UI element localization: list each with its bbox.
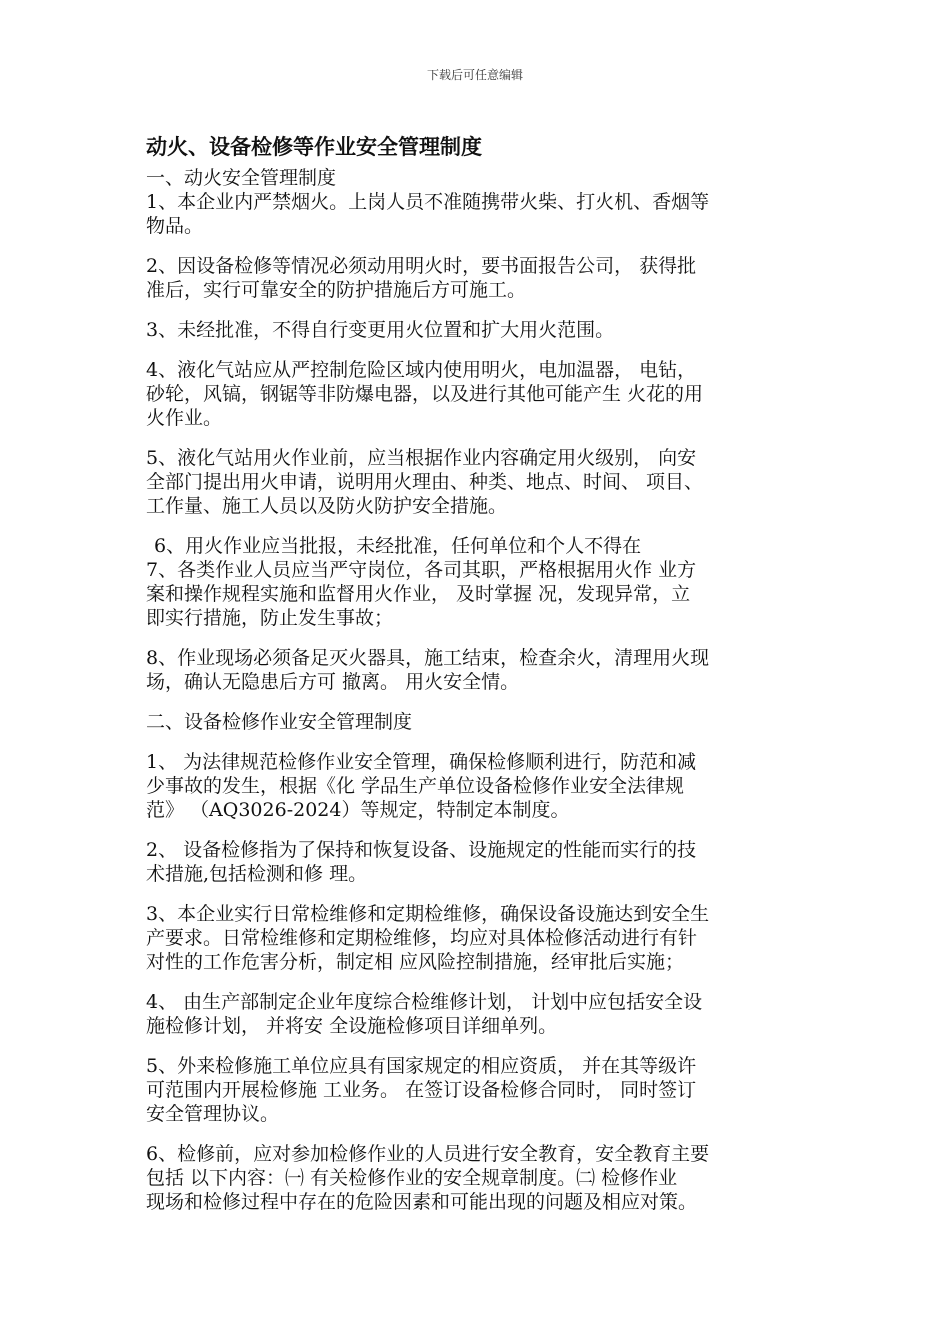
text-line: 1、 为法律规范检修作业安全管理，确保检修顺利进行，防范和减 xyxy=(146,751,697,773)
text-line: 3、本企业实行日常检维修和定期检维修，确保设备设施达到安全生 xyxy=(146,903,710,925)
text-line: 产要求。日常检维修和定期检维修，均应对具体检修活动进行有针 xyxy=(146,927,698,949)
text-line: 4、 由生产部制定企业年度综合检维修计划， 计划中应包括安全设 xyxy=(146,991,703,1013)
paragraph xyxy=(146,990,808,1038)
text-line: 现场和检修过程中存在的危险因素和可能出现的问题及相应对策。 xyxy=(146,1191,698,1213)
text-line: 3、未经批准，不得自行变更用火位置和扩大用火范围。 xyxy=(146,319,615,341)
text-line: 6、用火作业应当批报，未经批准，任何单位和个人不得在 xyxy=(154,535,642,557)
paragraph xyxy=(146,534,808,558)
text-line: 可范围内开展检修施 工业务。 在签订设备检修合同时， 同时签订 xyxy=(146,1079,697,1101)
text-line: 火作业。 xyxy=(146,407,223,429)
paragraph xyxy=(146,558,808,630)
paragraph xyxy=(146,1142,808,1214)
text-line: 安全管理协议。 xyxy=(146,1103,280,1125)
text-line: 案和操作规程实施和监督用火作业， 及时掌握 况，发现异常，立 xyxy=(146,583,691,605)
page-header: 下载后可任意编辑 xyxy=(426,68,523,82)
text-line: 5、液化气站用火作业前，应当根据作业内容确定用火级别， 向安 xyxy=(146,447,697,469)
paragraph xyxy=(146,358,808,430)
paragraph xyxy=(146,318,808,342)
text-line: 工作量、施工人员以及防火防护安全措施。 xyxy=(146,495,508,517)
text-line: 2、 设备检修指为了保持和恢复设备、设施规定的性能而实行的技 xyxy=(146,839,697,861)
section-heading: 一、动火安全管理制度 xyxy=(146,167,337,189)
text-line: 对性的工作危害分析，制定相 应风险控制措施，经审批后实施； xyxy=(146,951,685,973)
paragraph xyxy=(146,254,808,302)
text-line: 术措施,包括检测和修 理。 xyxy=(146,863,368,885)
paragraph xyxy=(146,838,808,886)
document-title: 动火、设备检修等作业安全管理制度 xyxy=(146,135,482,159)
text-line: 5、外来检修施工单位应具有国家规定的相应资质， 并在其等级许 xyxy=(146,1055,697,1077)
section-heading: 二、设备检修作业安全管理制度 xyxy=(146,711,413,733)
text-line: 范》 （AQ3026-2024）等规定，特制定本制度。 xyxy=(146,799,570,821)
text-line: 6、检修前，应对参加检修作业的人员进行安全教育，安全教育主要 xyxy=(146,1143,710,1165)
paragraph xyxy=(146,646,808,694)
paragraph xyxy=(146,902,808,974)
text-line: 8、作业现场必须备足灭火器具，施工结束，检查余火，清理用火现 xyxy=(146,647,710,669)
paragraph xyxy=(146,446,808,518)
text-line: 7、各类作业人员应当严守岗位，各司其职，严格根据用火作 业方 xyxy=(146,559,697,581)
text-line: 砂轮，风镐，钢锯等非防爆电器，以及进行其他可能产生 火花的用 xyxy=(146,383,704,405)
paragraph xyxy=(146,750,808,822)
document-body xyxy=(146,132,808,1230)
text-line: 4、液化气站应从严控制危险区域内使用明火，电加温器， 电钻， xyxy=(146,359,697,381)
text-line: 准后，实行可靠安全的防护措施后方可施工。 xyxy=(146,279,527,301)
text-line: 施检修计划， 并将安 全设施检修项目详细单列。 xyxy=(146,1015,558,1037)
text-line: 全部门提出用火申请，说明用火理由、种类、地点、时间、 项目、 xyxy=(146,471,704,493)
text-line: 1、本企业内严禁烟火。上岗人员不准随携带火柴、打火机、香烟等 xyxy=(146,191,710,213)
text-line: 即实行措施，防止发生事故； xyxy=(146,607,394,629)
text-line: 2、因设备检修等情况必须动用明火时，要书面报告公司， 获得批 xyxy=(146,255,697,277)
text-line: 少事故的发生，根据《化 学品生产单位设备检修作业安全法律规 xyxy=(146,775,685,797)
text-line: 物品。 xyxy=(146,215,204,237)
text-line: 场，确认无隐患后方可 撤离。 用火安全情。 xyxy=(146,671,520,693)
text-line: 包括 以下内容：㈠ 有关检修作业的安全规章制度。㈡ 检修作业 xyxy=(146,1167,678,1189)
paragraph xyxy=(146,1054,808,1126)
paragraph xyxy=(146,190,808,238)
